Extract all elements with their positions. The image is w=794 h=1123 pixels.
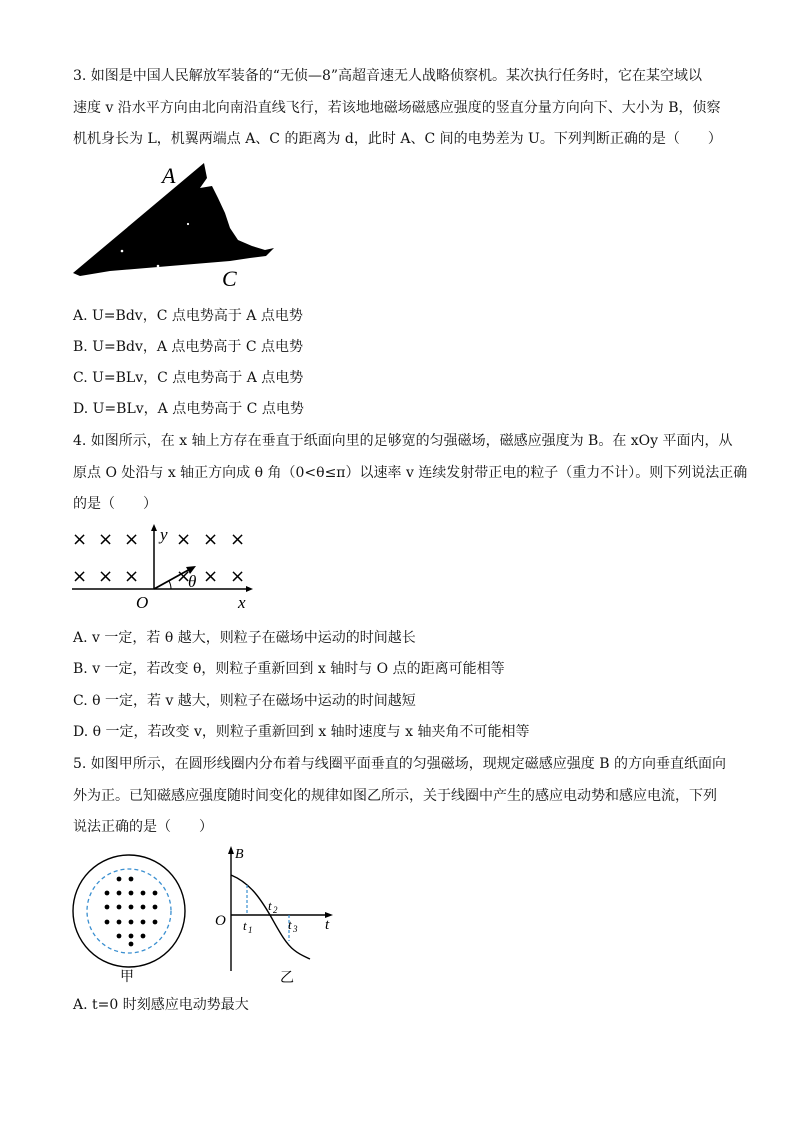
label-t2-sub: 2 [273, 905, 278, 915]
q4-stem-line-3: 的是（ ） [73, 496, 157, 512]
cross-icon: × [98, 566, 114, 587]
q4-option-b[interactable]: B. v 一定，若改变 θ，则粒子重新回到 x 轴时与 O 点的距离可能相等 [73, 661, 505, 677]
cross-icon: × [72, 566, 88, 587]
q4-option-c[interactable]: C. θ 一定，若 v 越大，则粒子在磁场中运动的时间越短 [73, 693, 416, 709]
cross-icon: × [203, 529, 219, 550]
q3-stem-line-3: 机机身长为 L，机翼两端点 A、C 的距离为 d，此时 A、C 间的电势差为 U。下列判断正确的是（ ） [73, 131, 722, 147]
label-a: A [162, 163, 176, 188]
q5-option-a[interactable]: A. t=0 时刻感应电动势最大 [73, 997, 249, 1013]
q3-option-a[interactable]: A. U=Bdv，C 点电势高于 A 点电势 [73, 308, 303, 324]
q3-option-b[interactable]: B. U=Bdv，A 点电势高于 C 点电势 [73, 339, 304, 355]
q3-stem-line-2: 速度 v 沿水平方向由北向南沿直线飞行，若该地地磁场磁感应强度的竖直分量方向向下、大小为 B，侦察 [73, 100, 721, 116]
label-jia: 甲 [120, 969, 134, 985]
q5-figure-yi-graph [210, 843, 340, 985]
label-t2: t [268, 898, 272, 913]
cross-icon: × [72, 529, 88, 550]
label-t1-sub: 1 [248, 925, 253, 935]
q4-figure-magnetic-field [70, 522, 260, 614]
label-t1: t [243, 918, 247, 933]
cross-icon: × [203, 566, 219, 587]
q3-option-c[interactable]: C. U=BLv，C 点电势高于 A 点电势 [73, 370, 304, 386]
q3-option-d[interactable]: D. U=BLv，A 点电势高于 C 点电势 [73, 401, 304, 417]
q5-stem-line-3: 说法正确的是（ ） [73, 819, 213, 835]
q3-figure-aircraft [70, 158, 280, 288]
label-theta: θ [188, 572, 197, 591]
q4-option-a[interactable]: A. v 一定，若 θ 越大，则粒子在磁场中运动的时间越长 [73, 630, 416, 646]
q4-stem-line-2: 原点 O 处沿与 x 轴正方向成 θ 角（0<θ≤π）以速率 v 连续发射带正电的粒子（重力不计）。则下列说法正确 [73, 465, 748, 481]
cross-icon: × [176, 566, 192, 587]
cross-icon: × [124, 566, 140, 587]
cross-icon: × [230, 529, 246, 550]
q4-stem-line-1: 4. 如图所示，在 x 轴上方存在垂直于纸面向里的足够宽的匀强磁场，磁感应强度为 B。在 xOy 平面内，从 [73, 433, 733, 449]
label-b-axis: B [235, 847, 244, 862]
q5-figure-jia-coil [70, 845, 190, 985]
cross-icon: × [98, 529, 114, 550]
label-origin: O [136, 593, 149, 612]
label-t3: t [288, 917, 292, 932]
q4-option-d[interactable]: D. θ 一定，若改变 v，则粒子重新回到 x 轴时速度与 x 轴夹角不可能相等 [73, 724, 530, 740]
label-t3-sub: 3 [293, 924, 298, 934]
cross-icon: × [230, 566, 246, 587]
label-t-axis: t [325, 917, 330, 933]
label-yi: 乙 [280, 970, 294, 985]
label-origin: O [215, 913, 226, 929]
cross-icon: × [176, 529, 192, 550]
cross-icon: × [124, 529, 140, 550]
q5-stem-line-2: 外为正。已知磁感应强度随时间变化的规律如图乙所示，关于线圈中产生的感应电动势和感应电流，下列 [73, 788, 717, 804]
label-c: C [222, 266, 237, 288]
label-x: x [238, 593, 246, 612]
label-y: y [160, 525, 168, 544]
q5-stem-line-1: 5. 如图甲所示，在圆形线圈内分布着与线圈平面垂直的匀强磁场，现规定磁感应强度 B 的方向垂直纸面向 [73, 756, 726, 772]
q3-stem-line-1: 3. 如图是中国人民解放军装备的“无侦—8”高超音速无人战略侦察机。某次执行任务时，它在某空域以 [73, 68, 703, 84]
